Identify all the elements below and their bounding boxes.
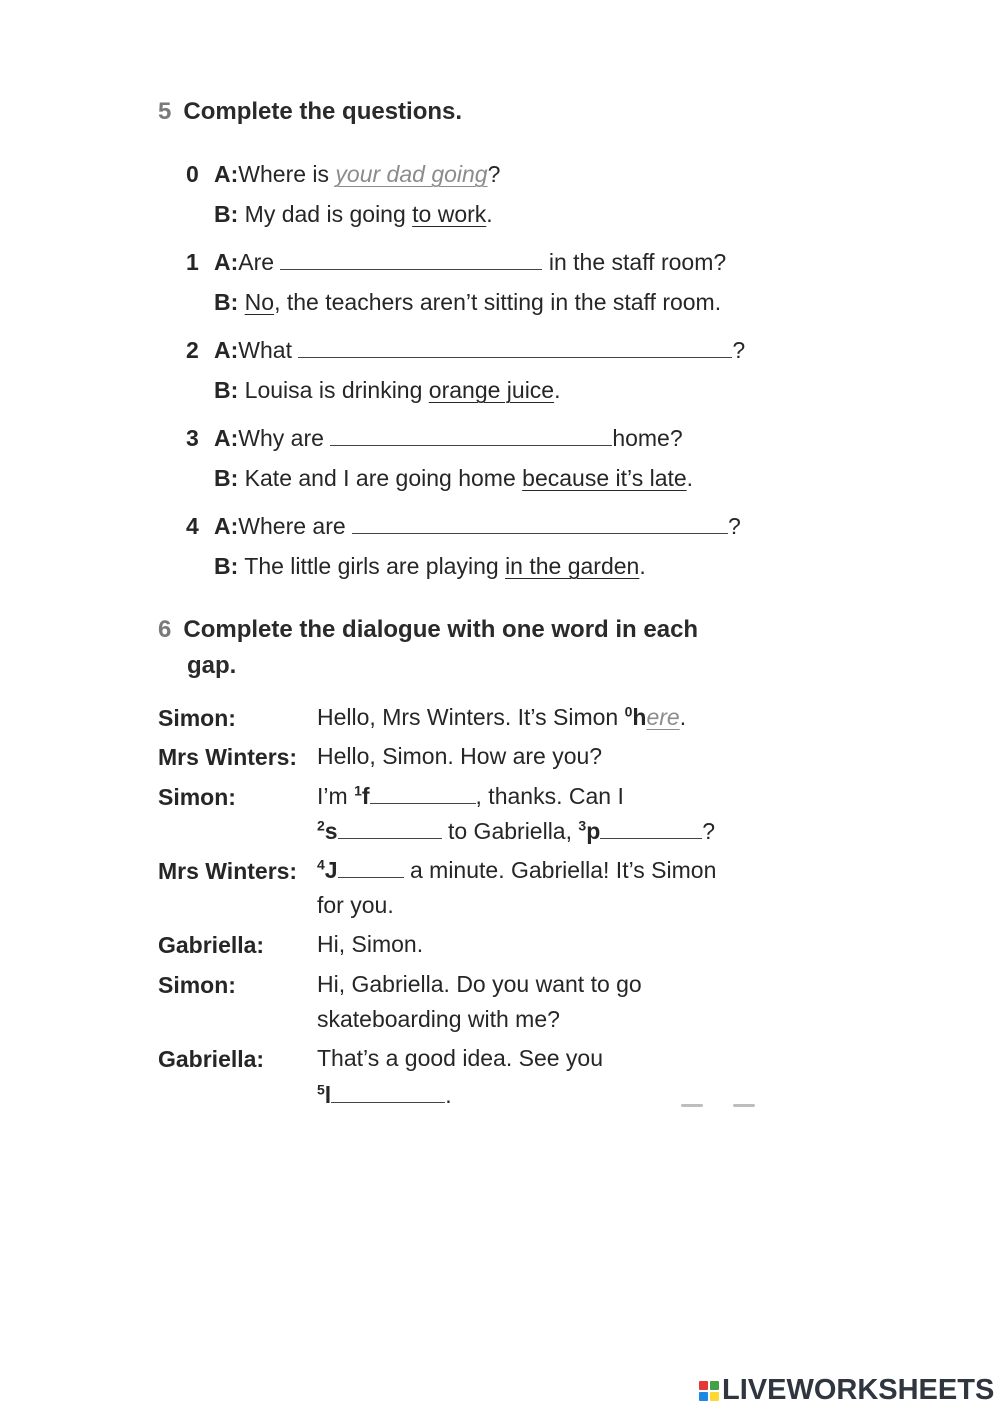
speaker-b-label: B: (214, 201, 239, 227)
dialogue-line-mrs-winters-2-cont: for you. (317, 892, 394, 918)
answer-end: . (686, 465, 694, 491)
underlined-answer-part: No (244, 289, 275, 315)
gap-number: 1 (354, 782, 362, 799)
dialogue-text: a minute. Gabriella! It’s Simon (403, 857, 717, 883)
item-number: 2 (186, 337, 199, 363)
dialogue-text: I’m (317, 783, 355, 809)
dialogue-line-gabriella-2: That’s a good idea. See you (317, 1045, 604, 1071)
dialogue-line-simon-1 (317, 700, 686, 735)
exercise-5-number: 5 (158, 98, 172, 125)
example-answer: your dad going (335, 161, 488, 187)
question-end: in the staff room? (542, 249, 727, 275)
exercise-5-heading (158, 94, 462, 130)
item-number: 3 (186, 425, 199, 451)
liveworksheets-logo[interactable] (699, 1374, 994, 1407)
logo-tiles-icon (699, 1381, 719, 1401)
ex5-item-3-question (186, 423, 683, 453)
speaker-a-label: A: (214, 161, 239, 187)
question-text: Where are (238, 513, 353, 539)
question-end: ? (487, 161, 501, 187)
dialogue-line-simon-3: Hi, Gabriella. Do you want to go (317, 971, 642, 997)
answer-text: Louisa is drinking (244, 377, 429, 403)
speaker-name: Mrs Winters: (158, 744, 298, 770)
speaker-a-label: A: (214, 337, 239, 363)
speaker-a-label: A: (214, 425, 239, 451)
gap-blank-4[interactable] (338, 855, 404, 878)
gap-first-letter: J (324, 857, 338, 883)
dialogue-line-gabriella-2-cont (317, 1078, 452, 1113)
dialogue-text: to Gabriella, (441, 818, 579, 844)
logo-tile (699, 1381, 708, 1390)
gap-first-letter: l (324, 1082, 332, 1108)
dialogue-text: Hello, Mrs Winters. It’s Simon (317, 704, 625, 730)
dialogue-line-mrs-winters-1: Hello, Simon. How are you? (317, 743, 603, 769)
item-number: 0 (186, 161, 199, 187)
speaker-b-label: B: (214, 465, 239, 491)
logo-tile (710, 1381, 719, 1390)
gap-blank-5[interactable] (331, 1080, 445, 1103)
gap-number: 5 (317, 1081, 325, 1098)
underlined-answer-part: orange juice (428, 377, 555, 403)
ex5-item-0-question (186, 159, 500, 189)
gap-blank-2[interactable] (338, 816, 442, 839)
dialogue-line-simon-2 (317, 779, 624, 814)
answer-blank-4[interactable] (352, 511, 728, 534)
dialogue-line-mrs-winters-2 (317, 853, 716, 888)
answer-blank-2[interactable] (298, 335, 732, 358)
ex5-item-2-question (186, 335, 745, 365)
example-answer: ere (646, 704, 680, 730)
speaker-name: Simon: (158, 705, 236, 731)
question-text: Where is (238, 161, 336, 187)
gap-blank-1[interactable] (370, 781, 476, 804)
logo-tile (699, 1392, 708, 1401)
logo-text: LIVEWORKSHEETS (722, 1374, 995, 1406)
exercise-6-title-line2: gap. (187, 652, 237, 679)
exercise-6-title-line1: Complete the dialogue with one word in each (183, 616, 699, 643)
ex5-item-1-question (186, 247, 726, 277)
speaker-name: Gabriella: (158, 932, 265, 958)
dialogue-text-end: ? (702, 818, 716, 844)
gap-first-letter: s (324, 818, 338, 844)
question-text: Are (238, 249, 281, 275)
decorative-dash (733, 1104, 755, 1107)
gap-first-letter: p (586, 818, 601, 844)
speaker-a-label: A: (214, 249, 239, 275)
ex5-item-4-answer (214, 551, 646, 581)
answer-end: . (486, 201, 493, 227)
gap-number: 0 (624, 703, 633, 720)
speaker-name: Mrs Winters: (158, 858, 298, 884)
underlined-answer-part: to work (412, 201, 487, 227)
question-text: Why are (238, 425, 331, 451)
dialogue-line-simon-2-cont (317, 814, 715, 849)
answer-text: Kate and I are going home (244, 465, 523, 491)
gap-first-letter: f (361, 783, 370, 809)
ex5-item-0-answer (214, 199, 493, 229)
speaker-name: Simon: (158, 972, 236, 998)
speaker-a-label: A: (214, 513, 239, 539)
underlined-answer-part: because it’s late (522, 465, 687, 491)
answer-text: The little girls are playing (244, 553, 506, 579)
dialogue-text: , thanks. Can I (475, 783, 624, 809)
dialogue-text-end: . (679, 704, 687, 730)
speaker-b-label: B: (214, 289, 239, 315)
speaker-name: Gabriella: (158, 1046, 265, 1072)
ex5-item-3-answer (214, 463, 693, 493)
answer-text: , the teachers aren’t sitting in the staff room. (274, 289, 722, 315)
speaker-b-label: B: (214, 553, 239, 579)
exercise-6-number: 6 (158, 616, 172, 643)
decorative-dash (681, 1104, 703, 1107)
answer-end: . (639, 553, 646, 579)
dialogue-line-simon-3-cont: skateboarding with me? (317, 1006, 560, 1032)
gap-number: 3 (578, 817, 587, 834)
question-text: What (238, 337, 299, 363)
answer-blank-3[interactable] (330, 423, 612, 446)
ex5-item-4-question (186, 511, 741, 541)
exercise-6-heading (158, 612, 698, 648)
answer-end: . (554, 377, 561, 403)
speaker-name: Simon: (158, 784, 236, 810)
ex5-item-2-answer (214, 375, 560, 405)
gap-first-letter: h (632, 704, 647, 730)
speaker-b-label: B: (214, 377, 239, 403)
question-end: home? (612, 425, 683, 451)
question-end: ? (732, 337, 746, 363)
dialogue-line-gabriella-1: Hi, Simon. (317, 931, 424, 957)
gap-number: 4 (317, 856, 325, 873)
dialogue-text-end: . (445, 1082, 452, 1108)
logo-tile (710, 1392, 719, 1401)
underlined-answer-part: in the garden (505, 553, 640, 579)
answer-blank-1[interactable] (280, 247, 542, 270)
question-end: ? (728, 513, 741, 539)
item-number: 4 (186, 513, 199, 539)
answer-text: My dad is going (244, 201, 413, 227)
item-number: 1 (186, 249, 199, 275)
ex5-item-1-answer (214, 287, 721, 317)
exercise-5-title: Complete the questions. (183, 98, 463, 125)
gap-number: 2 (317, 817, 325, 834)
gap-blank-3[interactable] (600, 816, 702, 839)
